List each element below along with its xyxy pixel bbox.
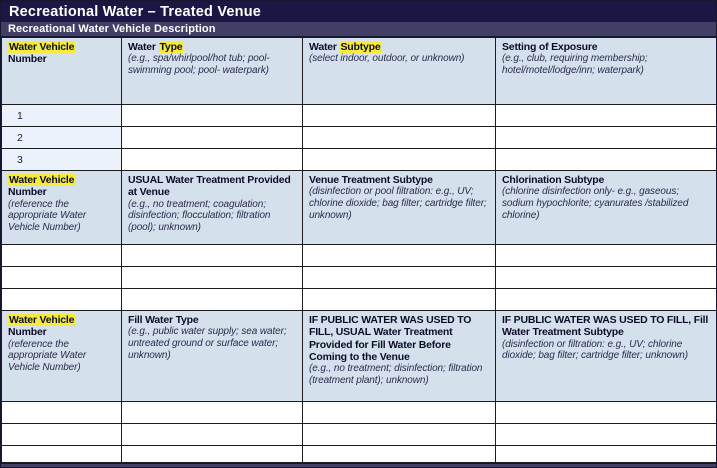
header-desc-chlorination: (chlorine disinfection only- e.g., gaseous; sodium hypochlorite; cyanurates /stabilized chlorine) [502, 186, 689, 221]
water-subtype-cell[interactable] [303, 149, 496, 171]
fill-water-treatment-cell[interactable] [303, 446, 496, 463]
vehicle-number-ref-cell[interactable] [2, 446, 122, 463]
chlorination-subtype-cell[interactable] [496, 245, 717, 267]
setting-of-exposure-cell[interactable] [496, 149, 717, 171]
highlight-water-vehicle: Water Vehicle [9, 174, 75, 186]
vehicle-number-ref-cell[interactable] [2, 289, 122, 311]
section-title: Recreational Water Vehicle Description [8, 23, 216, 35]
vehicle-number-ref-cell[interactable] [2, 424, 122, 446]
venue-treatment-subtype-cell[interactable] [303, 267, 496, 289]
fill-water-type-cell[interactable] [122, 402, 303, 424]
header-cell-vehicle-number: Water Vehicle Number [2, 38, 122, 105]
vehicle-row-1 [2, 105, 717, 127]
fill-water-row [2, 446, 717, 463]
vehicle-number-ref-cell[interactable] [2, 245, 122, 267]
venue-treatment-subtype-cell[interactable] [303, 245, 496, 267]
highlight-subtype: Subtype [340, 41, 381, 53]
highlight-water-vehicle: Water Vehicle [9, 314, 75, 326]
header-desc-vehicle-ref: (reference the appropriate Water Vehicle Number) [8, 338, 87, 373]
treatment-row [2, 267, 717, 289]
venue-treatment-subtype-cell[interactable] [303, 289, 496, 311]
fill-water-treatment-cell[interactable] [303, 402, 496, 424]
water-subtype-cell[interactable] [303, 127, 496, 149]
treatment-row [2, 245, 717, 267]
fill-water-row [2, 402, 717, 424]
vehicle-number-ref-cell[interactable] [2, 267, 122, 289]
treatment-row [2, 289, 717, 311]
header-row-fill-water [2, 311, 717, 402]
header-desc-vehicle-ref: (reference the appropriate Water Vehicle Number) [8, 198, 87, 233]
header-cell-water-type: Water Type (e.g., spa/whirlpool/hot tub; pool- swimming pool; pool- waterpark) [122, 38, 303, 105]
header-cell-fill-water-treatment: IF PUBLIC WATER WAS USED TO FILL, USUAL Water Treatment Provided for Fill Water Before Coming to the Venue (e.g., no treatment; disinfection; filtration (treatment plant); unknown) [303, 311, 496, 402]
header-cell-vehicle-number-ref: Water Vehicle Number (reference the appropriate Water Vehicle Number) [2, 311, 122, 402]
header-cell-setting-of-exposure: Setting of Exposure (e.g., club, requiring membership; hotel/motel/lodge/inn; waterpark) [496, 38, 717, 105]
water-subtype-cell[interactable] [303, 105, 496, 127]
setting-of-exposure-cell[interactable] [496, 127, 717, 149]
header-desc-usual-treatment: (e.g., no treatment; coagulation; disinfection; flocculation; filtration (pool); unknown) [128, 198, 271, 233]
vehicle-number-label: 1 [2, 105, 122, 127]
header-cell-chlorination-subtype: Chlorination Subtype (chlorine disinfection only- e.g., gaseous; sodium hypochlorite; cyanurates /stabilized chlorine) [496, 171, 717, 245]
vehicle-number-ref-cell[interactable] [2, 402, 122, 424]
form-title: Recreational Water – Treated Venue [9, 3, 262, 20]
header-desc-fill-water-type: (e.g., public water supply; sea water; untreated ground or surface water; unknown) [128, 326, 287, 361]
fill-water-treatment-subtype-cell[interactable] [496, 424, 717, 446]
highlight-type: Type [159, 41, 183, 53]
header-desc-water-subtype: (select indoor, outdoor, or unknown) [309, 53, 465, 65]
water-type-cell[interactable] [122, 127, 303, 149]
fill-water-treatment-subtype-cell[interactable] [496, 402, 717, 424]
header-desc-setting: (e.g., club, requiring membership; hotel/motel/lodge/inn; waterpark) [502, 53, 648, 76]
usual-treatment-cell[interactable] [122, 267, 303, 289]
fill-water-type-cell[interactable] [122, 424, 303, 446]
header-cell-fill-water-treatment-subtype: IF PUBLIC WATER WAS USED TO FILL, Fill Water Treatment Subtype (disinfection or filtration: e.g., UV; chlorine dioxide; bag filter; cartridge filter; unknown) [496, 311, 717, 402]
bottom-bar [1, 463, 716, 468]
header-cell-vehicle-number-ref: Water Vehicle Number (reference the appropriate Water Vehicle Number) [2, 171, 122, 245]
fill-water-treatment-subtype-cell[interactable] [496, 446, 717, 463]
header-cell-fill-water-type: Fill Water Type (e.g., public water supply; sea water; untreated ground or surface water; unknown) [122, 311, 303, 402]
header-cell-venue-treatment-subtype: Venue Treatment Subtype (disinfection or pool filtration: e.g., UV; chlorine dioxide; bag filter; cartridge filter; unknown) [303, 171, 496, 245]
header-cell-usual-treatment: USUAL Water Treatment Provided at Venue (e.g., no treatment; coagulation; disinfection; flocculation; filtration (pool); unknown) [122, 171, 303, 245]
section-title-bar [1, 22, 716, 37]
usual-treatment-cell[interactable] [122, 289, 303, 311]
usual-treatment-cell[interactable] [122, 245, 303, 267]
header-row-vehicle-description [2, 38, 717, 105]
header-cell-water-subtype: Water Subtype (select indoor, outdoor, or unknown) [303, 38, 496, 105]
venue-description-table [1, 37, 717, 463]
vehicle-number-label: 3 [2, 149, 122, 171]
fill-water-treatment-cell[interactable] [303, 424, 496, 446]
water-type-cell[interactable] [122, 149, 303, 171]
vehicle-row-2 [2, 127, 717, 149]
header-desc-fill-water-treatment: (e.g., no treatment; disinfection; filtration (treatment plant); unknown) [309, 363, 483, 386]
header-desc-fill-water-subtype: (disinfection or filtration: e.g., UV; chlorine dioxide; bag filter; cartridge filter; unknown) [502, 338, 688, 362]
chlorination-subtype-cell[interactable] [496, 289, 717, 311]
header-desc-venue-subtype: (disinfection or pool filtration: e.g., UV; chlorine dioxide; bag filter; cartridge filter; unknown) [309, 186, 487, 221]
header-row-venue-treatment [2, 171, 717, 245]
chlorination-subtype-cell[interactable] [496, 267, 717, 289]
vehicle-row-3 [2, 149, 717, 171]
highlight-water-vehicle: Water Vehicle [9, 41, 75, 53]
header-desc-water-type: (e.g., spa/whirlpool/hot tub; pool- swimming pool; pool- waterpark) [128, 53, 270, 76]
water-type-cell[interactable] [122, 105, 303, 127]
fill-water-row [2, 424, 717, 446]
fill-water-type-cell[interactable] [122, 446, 303, 463]
vehicle-number-label: 2 [2, 127, 122, 149]
form-title-bar [1, 1, 716, 22]
setting-of-exposure-cell[interactable] [496, 105, 717, 127]
